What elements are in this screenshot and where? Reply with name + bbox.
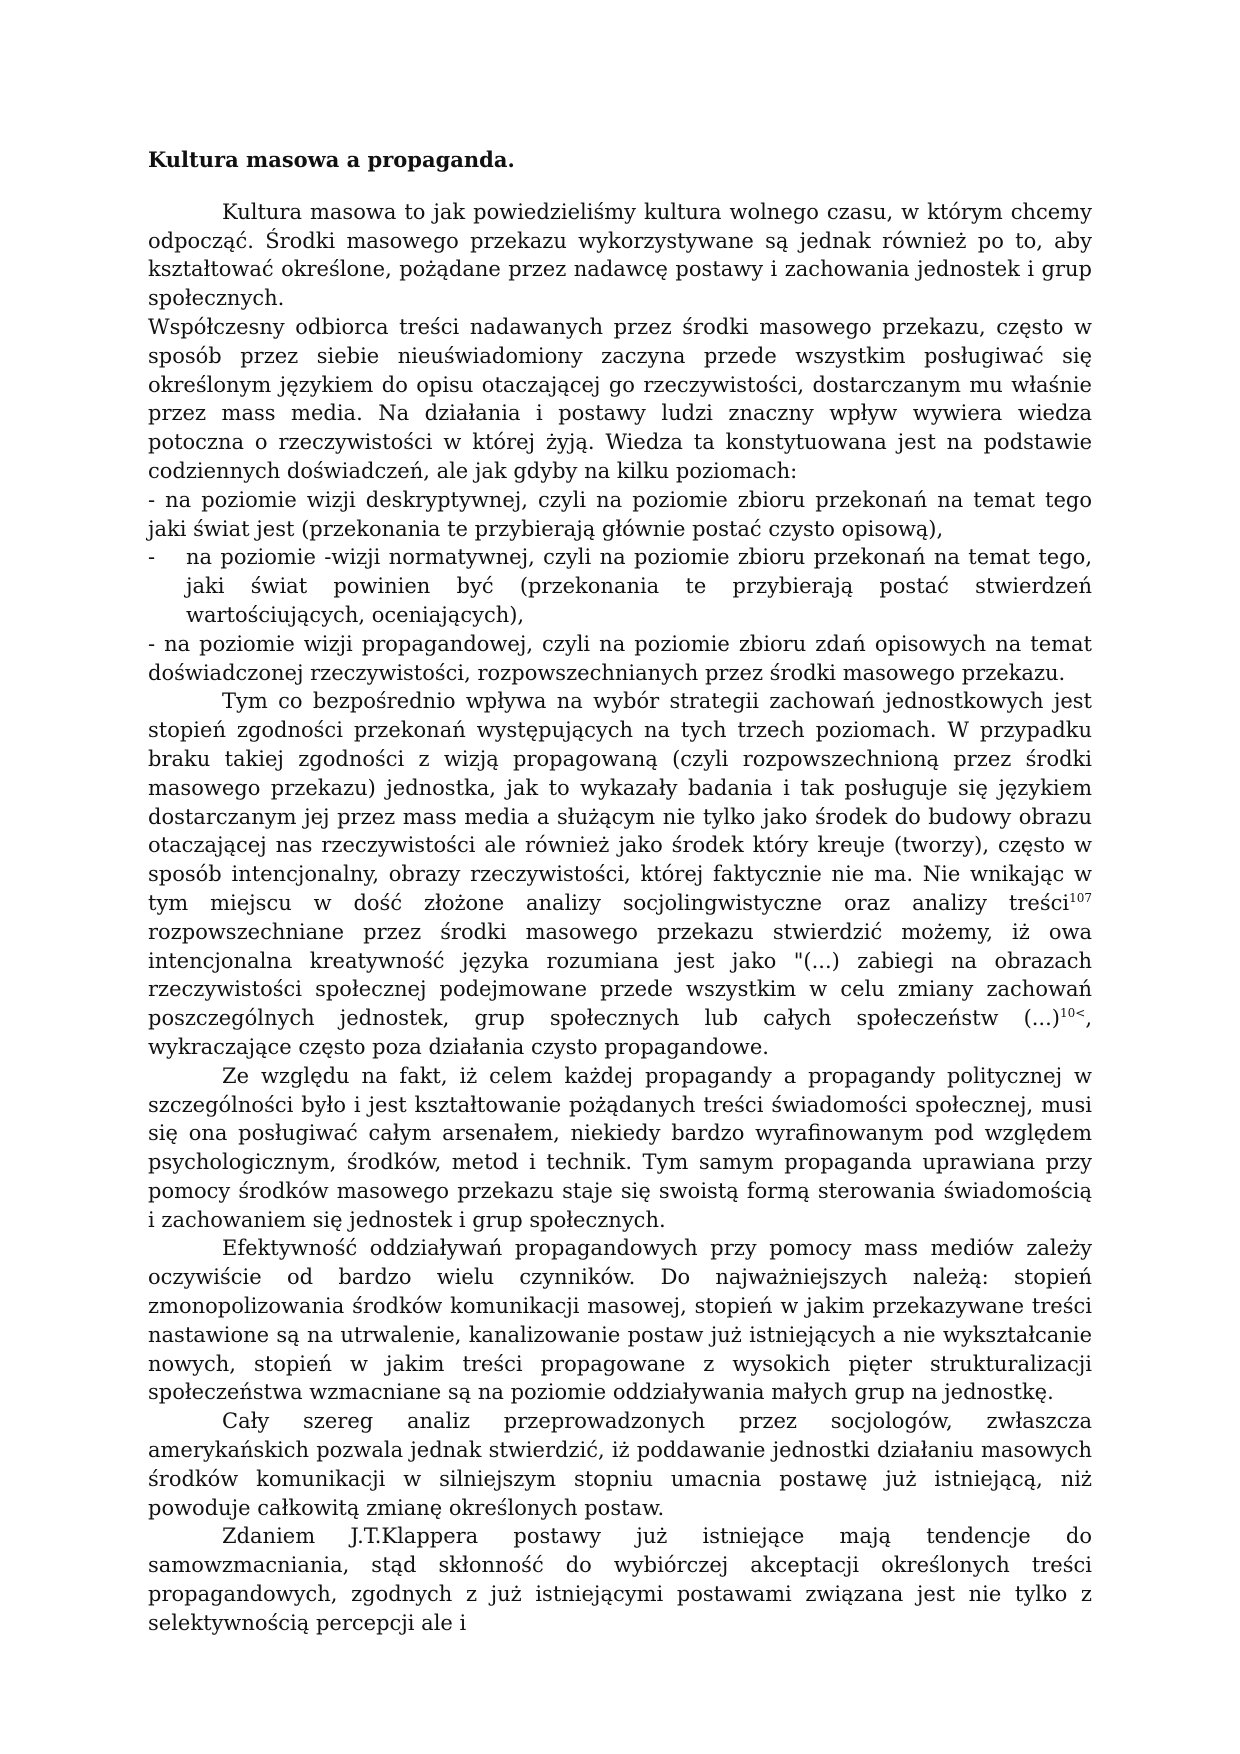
list-item-normative-text: na poziomie -wizji normatywnej, czyli na poziomie zbioru przekonań na temat tego, jaki świat powinien być (przekonania te przybierają postać stwierdzeń wartościujących, oceniających), — [186, 545, 1092, 627]
paragraph-1: Kultura masowa to jak powiedzieliśmy kultura wolnego czasu, w którym chcemy odpocząć. Środki masowego przekazu wykorzystywane są jednak również po to, aby kształtować określone, pożądane przez nadawcę postawy i zachowania jednostek i grup społecznych. — [148, 199, 1092, 311]
list-item-normative — [148, 543, 1092, 629]
paragraph-3 — [148, 687, 1092, 1061]
document-page — [148, 146, 1092, 1638]
paragraph-2: Współczesny odbiorca treści nadawanych przez środki masowego przekazu, często w sposób przez siebie nieuświadomiony zaczyna przede wszystkim posługiwać się określonym językiem do opisu otaczającej go rzeczywistości, dostarczanym mu właśnie przez mass media. Na działania i postawy ludzi znaczny wpływ wywiera wiedza potoczna o rzeczywistości w której żyją. Wiedza ta konstytuowana jest na podstawie codziennych doświadczeń, ale jak gdyby na kilku poziomach: — [148, 314, 1092, 483]
document-title: Kultura masowa a propaganda. — [148, 147, 515, 172]
paragraph-3-part-c: , wykraczające często poza działania czysto propagandowe. — [148, 1006, 1092, 1059]
footnote-ref-107: 107 — [1069, 890, 1092, 905]
paragraph-4: Ze względu na fakt, iż celem każdej propagandy a propagandy politycznej w szczególności było i jest kształtowanie pożądanych treści świadomości społecznej, musi się ona posługiwać całym arsenałem, niekiedy bardzo wyrafinowanym pod względem psychologicznym, środków, metod i technik. Tym samym propaganda uprawiana przy pomocy środków masowego przekazu staje się swoistą formą sterowania świadomością i zachowaniem się jednostek i grup społecznych. — [148, 1063, 1092, 1232]
list-dash: - — [148, 545, 156, 570]
list-item-descriptive: - na poziomie wizji deskryptywnej, czyli na poziomie zbioru przekonań na temat tego jaki świat jest (przekonania te przybierają głównie postać czysto opisową), — [148, 487, 1092, 541]
paragraph-6: Cały szereg analiz przeprowadzonych przez socjologów, zwłaszcza amerykańskich pozwala jednak stwierdzić, iż poddawanie jednostki działaniu masowych środków komunikacji w silniejszym stopniu umacnia postawę już istniejącą, niż powoduje całkowitą zmianę określonych postaw. — [148, 1409, 1092, 1520]
list-item-propaganda: - na poziomie wizji propagandowej, czyli na poziomie zbioru zdań opisowych na temat doświadczonej rzeczywistości, rozpowszechnianych przez środki masowego przekazu. — [148, 631, 1092, 685]
paragraph-3-part-b: rozpowszechniane przez środki masowego przekazu stwierdzić możemy, iż owa intencjonalna kreatywność języka rozumiana jest jako "(...) zabiegi na obrazach rzeczywistości społecznej podejmowane przede wszystkim w celu zmiany zachowań poszczególnych jednostek, grup społecznych lub całych społeczeństw (...) — [148, 919, 1092, 1031]
paragraph-7: Zdaniem J.T.Klappera postawy już istniejące mają tendencje do samowzmacniania, stąd skłonność do wybiórczej akceptacji określonych treści propagandowych, zgodnych z już istniejącymi postawami związana jest nie tylko z selektywnością percepcji ale i — [148, 1524, 1092, 1635]
footnote-ref-108: 10< — [1059, 1006, 1086, 1021]
paragraph-3-part-a: Tym co bezpośrednio wpływa na wybór strategii zachowań jednostkowych jest stopień zgodności przekonań występujących na tych trzech poziomach. W przypadku braku takiej zgodności z wizją propagowaną (czyli rozpowszechnioną przez środki masowego przekazu) jednostka, jak to wykazały badania i tak posługuje się językiem dostarczanym jej przez mass media a służącym nie tylko jako środek do budowy obrazu otaczającej nas rzeczywistości ale również jako środek który kreuje (tworzy), często w sposób intencjonalny, obrazy rzeczywistości, której faktycznie nie ma. Nie wnikając w tym miejscu w dość złożone analizy socjolingwistyczne oraz analizy treści — [148, 689, 1092, 915]
paragraph-5: Efektywność oddziaływań propagandowych przy pomocy mass mediów zależy oczywiście od bardzo wielu czynników. Do najważniejszych należą: stopień zmonopolizowania środków komunikacji masowej, stopień w jakim przekazywane treści nastawione są na utrwalenie, kanalizowanie postaw już istniejących a nie wykształcanie nowych, stopień w jakim treści propagowane z wysokich pięter strukturalizacji społeczeństwa wzmacniane są na poziomie oddziaływania małych grup na jednostkę. — [148, 1236, 1092, 1405]
